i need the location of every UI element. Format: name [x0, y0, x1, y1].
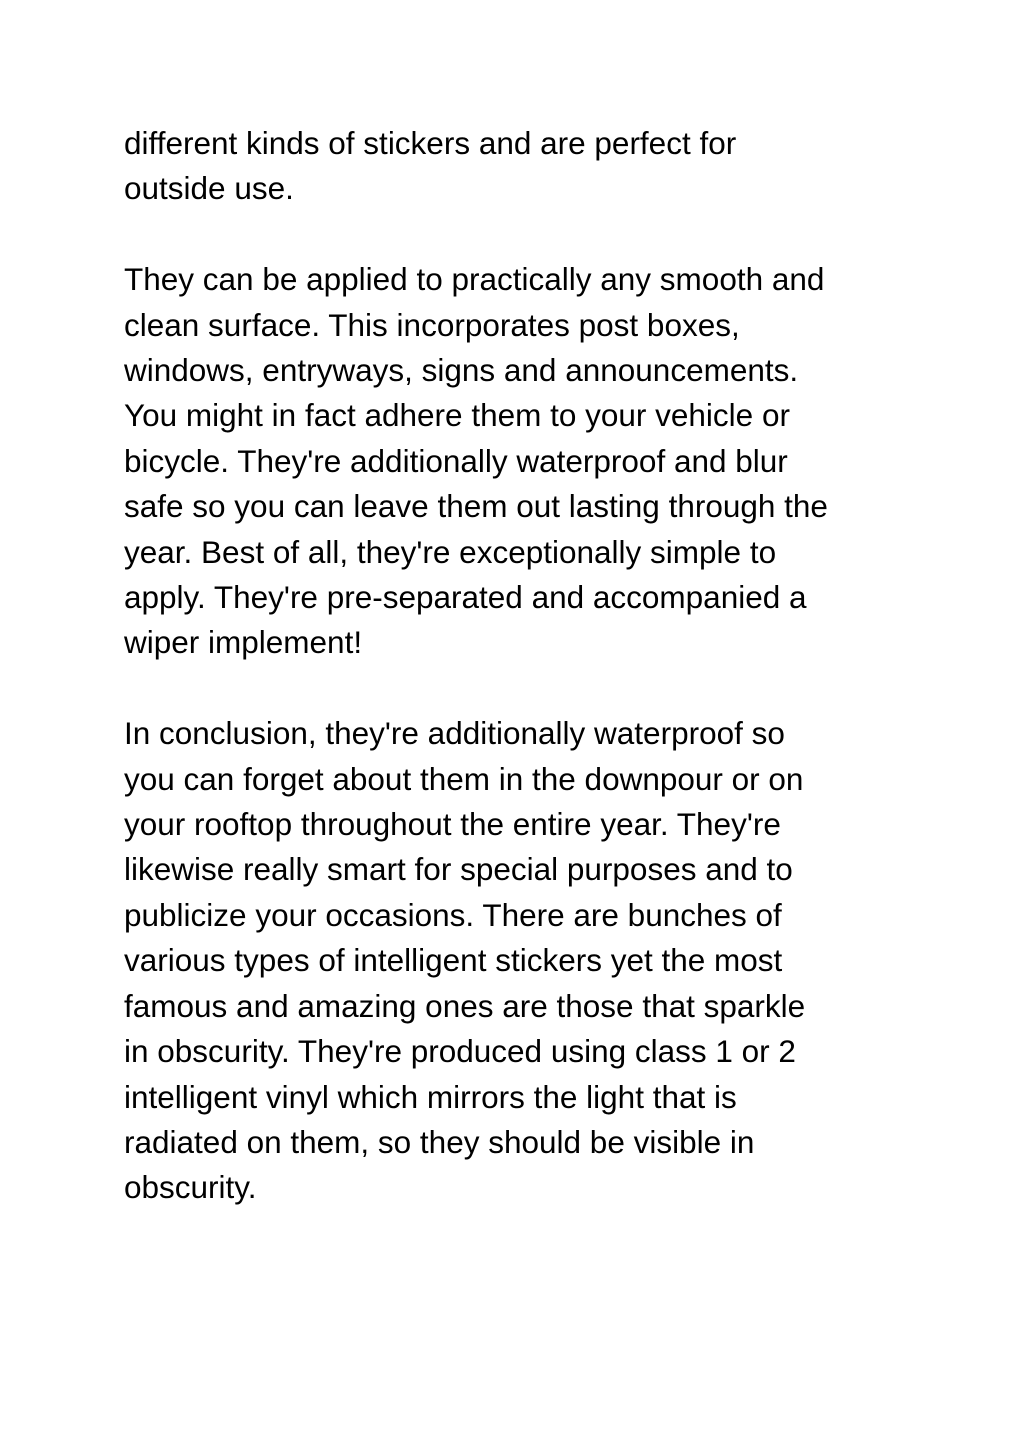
text-line: year. Best of all, they're exceptionally simple to [124, 533, 777, 570]
text-line: bicycle. They're additionally waterproof and blur [124, 442, 788, 479]
text-line: famous and amazing ones are those that sparkle [124, 987, 806, 1024]
text-line: wiper implement! [124, 624, 363, 661]
text-line: publicize your occasions. There are bunches of [124, 896, 782, 933]
text-line: safe so you can leave them out lasting through the [124, 488, 828, 525]
text-line: likewise really smart for special purposes and to [124, 851, 793, 888]
text-line: windows, entryways, signs and announcements. [124, 352, 799, 389]
paragraph-2 [124, 257, 914, 666]
text-line: different kinds of stickers and are perfect for [124, 125, 737, 161]
text-line: outside use. [124, 170, 294, 207]
text-line: obscurity. [124, 1169, 257, 1206]
text-line: in obscurity. They're produced using class 1 or 2 [124, 1033, 796, 1070]
text-line: your rooftop throughout the entire year. They're [124, 806, 781, 843]
document-body [124, 121, 914, 1256]
paragraph-1 [124, 121, 914, 212]
text-line: They can be applied to practically any smooth and [124, 261, 825, 298]
text-line: radiated on them, so they should be visible in [124, 1123, 755, 1160]
text-line: you can forget about them in the downpour or on [124, 760, 804, 797]
text-line: You might in fact adhere them to your vehicle or [124, 397, 790, 434]
text-line: apply. They're pre-separated and accompanied a [124, 579, 807, 616]
text-line: clean surface. This incorporates post boxes, [124, 306, 740, 343]
paragraph-3 [124, 711, 914, 1210]
text-line: intelligent vinyl which mirrors the light that is [124, 1078, 737, 1115]
text-line: In conclusion, they're additionally waterproof so [124, 715, 785, 752]
text-line: various types of intelligent stickers yet the most [124, 942, 783, 979]
